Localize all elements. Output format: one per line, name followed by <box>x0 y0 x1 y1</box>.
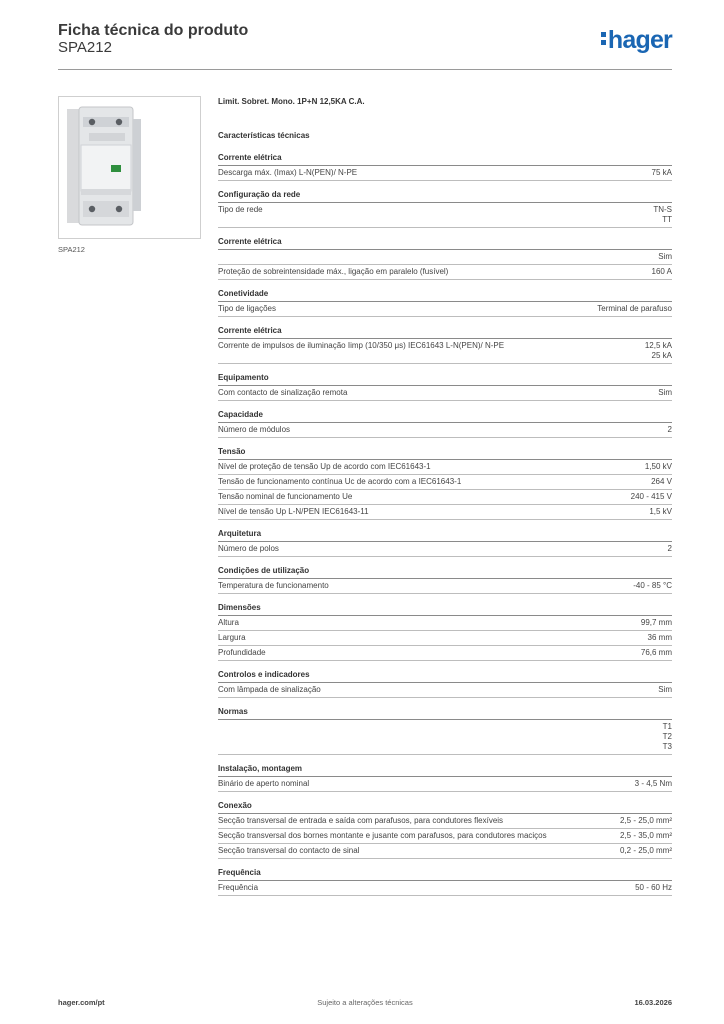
section-heading: Equipamento <box>218 373 672 386</box>
document-title: Ficha técnica do produto <box>58 22 249 39</box>
spec-value-line: 240 - 415 V <box>630 492 672 501</box>
spec-value <box>633 581 672 591</box>
section-heading: Conetividade <box>218 289 672 302</box>
spec-label: Tipo de ligações <box>218 304 276 313</box>
spec-section <box>218 566 672 594</box>
spec-value-line: 1,50 kV <box>644 462 672 471</box>
spec-value-line: 2 <box>667 425 672 434</box>
spec-value-line: -40 - 85 °C <box>633 581 672 590</box>
spec-value <box>658 685 672 695</box>
spec-value <box>620 831 672 841</box>
spec-label: Frequência <box>218 883 259 892</box>
product-description: Limit. Sobret. Mono. 1P+N 12,5KA C.A. <box>218 97 365 106</box>
spec-value <box>645 462 672 472</box>
spec-value-line: 12,5 kA <box>644 341 672 350</box>
spec-value-line: 1,5 kV <box>649 507 672 516</box>
spec-section <box>218 326 672 364</box>
spec-section <box>218 764 672 792</box>
section-heading: Arquitetura <box>218 529 672 542</box>
spec-value-line: 99,7 mm <box>640 618 672 627</box>
spec-value <box>648 633 672 643</box>
spec-value <box>645 341 672 361</box>
technical-specs <box>218 97 672 905</box>
spec-label: Secção transversal dos bornes montante e jusante com parafusos, para condutores maciços <box>218 831 547 840</box>
section-heading: Corrente elétrica <box>218 153 672 166</box>
spec-row <box>218 683 672 698</box>
spec-value-line: 75 kA <box>651 168 672 177</box>
spec-row <box>218 829 672 844</box>
image-caption: SPA212 <box>58 245 85 254</box>
spec-value <box>641 618 672 628</box>
section-heading: Condições de utilização <box>218 566 672 579</box>
spec-value-line: 2,5 - 35,0 mm² <box>619 831 672 840</box>
spec-row <box>218 881 672 896</box>
spec-section <box>218 529 672 557</box>
surge-protector-device-icon <box>59 97 202 240</box>
spec-label: Tensão nominal de funcionamento Ue <box>218 492 353 501</box>
spec-label: Tensão de funcionamento contínua Uc de acordo com a IEC61643-1 <box>218 477 462 486</box>
spec-label: Secção transversal do contacto de sinal <box>218 846 360 855</box>
spec-row <box>218 386 672 401</box>
spec-label: Com contacto de sinalização remota <box>218 388 348 397</box>
section-heading: Conexão <box>218 801 672 814</box>
spec-row <box>218 542 672 557</box>
spec-value-line: 264 V <box>651 477 672 486</box>
spec-label: Número de módulos <box>218 425 291 434</box>
spec-row <box>218 490 672 505</box>
spec-value <box>620 846 672 856</box>
logo-dots-icon <box>601 31 607 47</box>
spec-row <box>218 166 672 181</box>
section-heading: Corrente elétrica <box>218 237 672 250</box>
spec-row <box>218 631 672 646</box>
spec-label: Nível de tensão Up L-N/PEN IEC61643-11 <box>218 507 369 516</box>
characteristics-title: Características técnicas <box>218 131 310 140</box>
spec-row <box>218 475 672 490</box>
spec-row <box>218 265 672 280</box>
spec-value <box>635 779 672 789</box>
footer-notice: Sujeito a alterações técnicas <box>317 998 413 1007</box>
logo-text: hager <box>607 26 672 54</box>
spec-row <box>218 814 672 829</box>
spec-section <box>218 289 672 317</box>
spec-value-line: 160 A <box>651 267 672 276</box>
spec-value <box>631 492 672 502</box>
spec-section <box>218 603 672 661</box>
spec-section <box>218 153 672 181</box>
spec-row <box>218 579 672 594</box>
spec-value <box>635 883 672 893</box>
spec-value <box>653 205 672 225</box>
spec-value-line: 76,6 mm <box>640 648 672 657</box>
spec-label: Com lâmpada de sinalização <box>218 685 321 694</box>
spec-value-line: 2 <box>667 544 672 553</box>
spec-section <box>218 670 672 698</box>
spec-label: Altura <box>218 618 239 627</box>
spec-value-line: 2,5 - 25,0 mm² <box>619 816 672 825</box>
page-header <box>58 22 672 70</box>
spec-row <box>218 616 672 631</box>
spec-value-line: 36 mm <box>647 633 672 642</box>
spec-value <box>620 816 672 826</box>
spec-label: Nível de proteção de tensão Up de acordo com IEC61643-1 <box>218 462 431 471</box>
spec-row <box>218 720 672 755</box>
spec-section <box>218 801 672 859</box>
footer-website[interactable]: hager.com/pt <box>58 998 105 1007</box>
spec-row <box>218 646 672 661</box>
spec-value-line: T1 <box>662 722 672 731</box>
spec-section <box>218 373 672 401</box>
product-reference: SPA212 <box>58 39 112 56</box>
spec-value-line: Sim <box>658 252 672 261</box>
spec-value <box>658 252 672 262</box>
spec-section <box>218 707 672 755</box>
spec-label: Número de polos <box>218 544 279 553</box>
spec-label: Descarga máx. (Imax) L-N(PEN)/ N-PE <box>218 168 358 177</box>
spec-section <box>218 190 672 228</box>
spec-label: Corrente de impulsos de iluminação Iimp (10/350 μs) IEC61643 L-N(PEN)/ N-PE <box>218 341 505 350</box>
spec-section <box>218 447 672 520</box>
spec-value <box>658 388 672 398</box>
spec-value <box>641 648 672 658</box>
spec-row <box>218 423 672 438</box>
spec-label: Binário de aperto nominal <box>218 779 310 788</box>
spec-row <box>218 339 672 364</box>
spec-row <box>218 250 672 265</box>
spec-value <box>652 267 672 277</box>
spec-value-line: Sim <box>658 685 672 694</box>
section-heading: Tensão <box>218 447 672 460</box>
spec-label: Largura <box>218 633 246 642</box>
spec-row <box>218 777 672 792</box>
product-image <box>58 96 201 239</box>
section-heading: Controlos e indicadores <box>218 670 672 683</box>
spec-value-line: TT <box>662 215 672 224</box>
footer-date: 16.03.2026 <box>634 998 672 1007</box>
section-heading: Instalação, montagem <box>218 764 672 777</box>
spec-label: Proteção de sobreintensidade máx., ligação em paralelo (fusível) <box>218 267 449 276</box>
spec-section <box>218 410 672 438</box>
spec-value <box>651 477 672 487</box>
spec-value-line: Sim <box>658 388 672 397</box>
spec-value <box>649 507 672 517</box>
spec-value <box>663 722 672 752</box>
spec-value-line: 25 kA <box>651 351 672 360</box>
spec-value <box>668 425 672 435</box>
spec-section <box>218 237 672 280</box>
spec-row <box>218 460 672 475</box>
spec-value-line: 3 - 4,5 Nm <box>634 779 672 788</box>
spec-value-line: T2 <box>662 732 672 741</box>
section-heading: Normas <box>218 707 672 720</box>
spec-value-line: 0,2 - 25,0 mm² <box>619 846 672 855</box>
spec-value-line: Terminal de parafuso <box>597 304 672 313</box>
spec-value-line: 50 - 60 Hz <box>635 883 672 892</box>
spec-label: Profundidade <box>218 648 266 657</box>
spec-row <box>218 302 672 317</box>
spec-section <box>218 868 672 896</box>
spec-label: Tipo de rede <box>218 205 263 214</box>
spec-label: Secção transversal de entrada e saída com parafusos, para condutores flexíveis <box>218 816 504 825</box>
section-heading: Configuração da rede <box>218 190 672 203</box>
spec-value <box>652 168 672 178</box>
section-heading: Dimensões <box>218 603 672 616</box>
spec-value <box>668 544 672 554</box>
section-heading: Frequência <box>218 868 672 881</box>
spec-sections <box>218 153 672 896</box>
section-heading: Capacidade <box>218 410 672 423</box>
section-heading: Corrente elétrica <box>218 326 672 339</box>
spec-row <box>218 203 672 228</box>
spec-row <box>218 505 672 520</box>
spec-label: Temperatura de funcionamento <box>218 581 329 590</box>
spec-value-line: TN-S <box>653 205 672 214</box>
spec-value-line: T3 <box>662 742 672 751</box>
hager-logo <box>601 26 672 55</box>
spec-value <box>597 304 672 314</box>
spec-row <box>218 844 672 859</box>
